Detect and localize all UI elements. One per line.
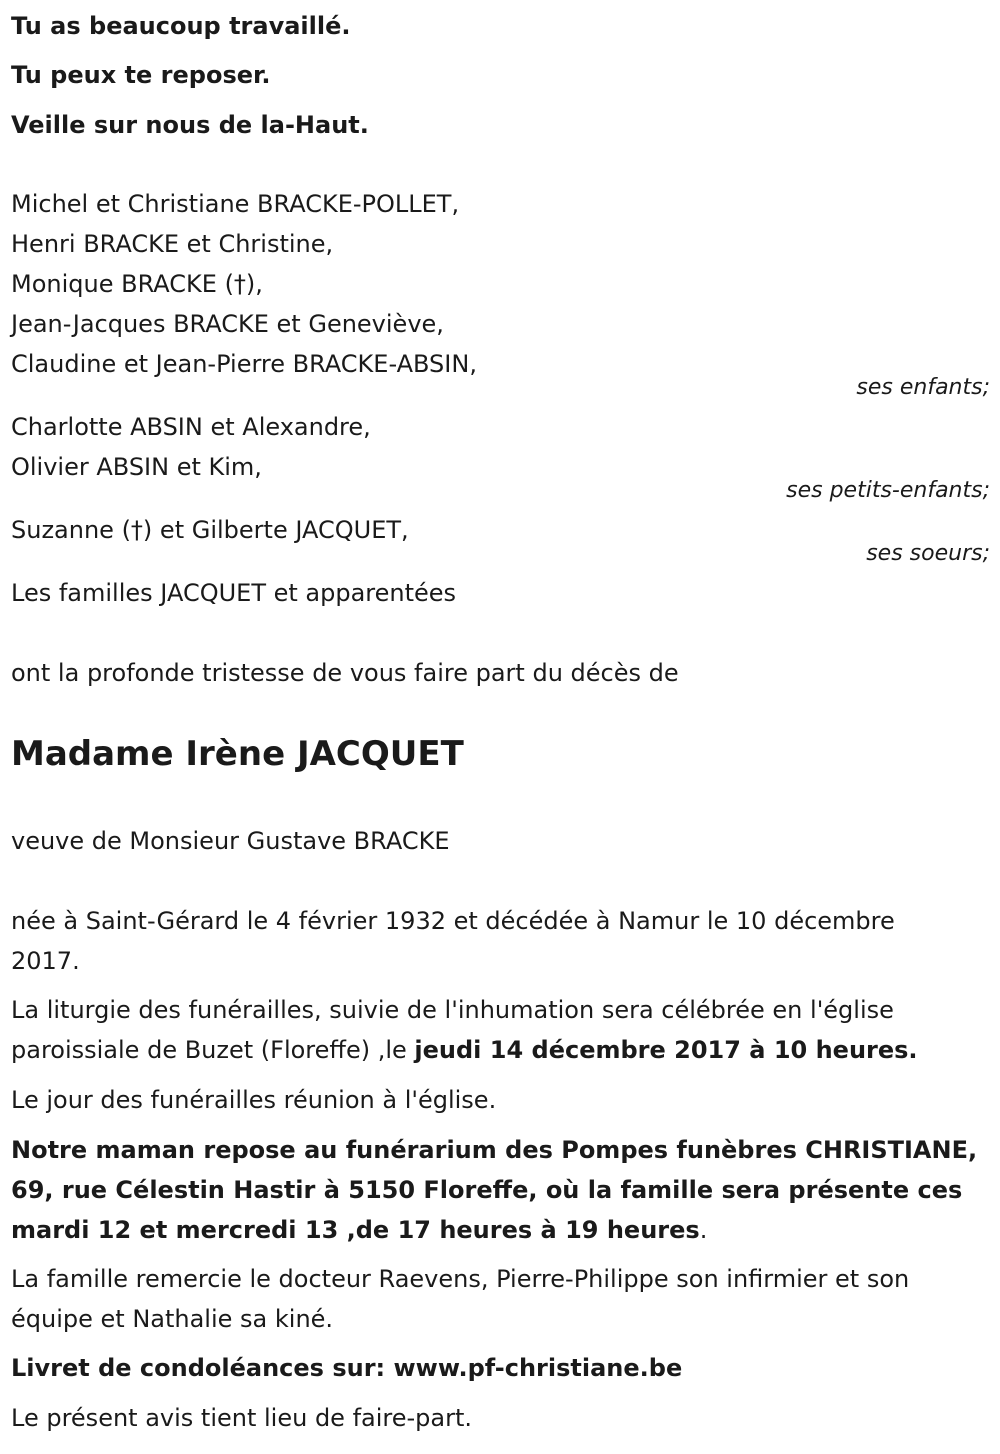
- enfant-name: Claudine et Jean-Pierre BRACKE-ABSIN,: [11, 350, 477, 378]
- soeur-name: Suzanne (†) et Gilberte JACQUET,: [11, 516, 409, 544]
- poem-line-1: Tu as beaucoup travaillé.: [11, 12, 351, 40]
- liturgy-date: jeudi 14 décembre 2017 à 10 heures.: [414, 1036, 918, 1064]
- liturgy-plain: La liturgie des funérailles, suivie de l'inhumation sera célébrée en l'église paroissiale de Buzet (Floreffe) ,le: [11, 996, 894, 1064]
- birth-death-text: née à Saint-Gérard le 4 février 1932 et décédée à Namur le 10 décembre 2017.: [11, 907, 895, 975]
- widow-line: veuve de Monsieur Gustave BRACKE: [11, 827, 450, 855]
- funerarium-tail: .: [699, 1216, 708, 1244]
- enfant-name: Jean-Jacques BRACKE et Geneviève,: [11, 310, 444, 338]
- poem-line-3: Veille sur nous de la-Haut.: [11, 111, 369, 139]
- familles-line: Les familles JACQUET et apparentées: [11, 579, 457, 607]
- petit-enfant-name: Olivier ABSIN et Kim,: [11, 453, 262, 481]
- meeting-line: Le jour des funérailles réunion à l'église.: [11, 1086, 497, 1114]
- role-petits-enfants: ses petits-enfants;: [786, 478, 990, 503]
- enfant-name: Henri BRACKE et Christine,: [11, 230, 334, 258]
- petit-enfant-name: Charlotte ABSIN et Alexandre,: [11, 413, 371, 441]
- announcement-line: ont la profonde tristesse de vous faire part du décès de: [11, 659, 679, 687]
- notice-line: Le présent avis tient lieu de faire-part.: [11, 1404, 473, 1432]
- thanks-text: La famille remercie le docteur Raevens, Pierre-Philippe son infirmier et son équipe et Nathalie sa kiné.: [11, 1265, 910, 1333]
- funerarium-bold: Notre maman repose au funérarium des Pompes funèbres CHRISTIANE, 69, rue Célestin Hastir à 5150 Floreffe, où la famille sera présente ces mardi 12 et mercredi 13 ,de 17 heures à 19 heures: [11, 1136, 978, 1244]
- deceased-name: Madame Irène JACQUET: [11, 734, 464, 774]
- enfant-name: Michel et Christiane BRACKE-POLLET,: [11, 190, 460, 218]
- condolences-line: Livret de condoléances sur: www.pf-christiane.be: [11, 1354, 683, 1382]
- enfant-name: Monique BRACKE (†),: [11, 270, 263, 298]
- role-soeurs: ses soeurs;: [866, 541, 990, 566]
- role-enfants: ses enfants;: [856, 375, 990, 400]
- poem-line-2: Tu peux te reposer.: [11, 61, 271, 89]
- funerarium-text: [11, 1130, 980, 1250]
- liturgy-text: [11, 990, 970, 1070]
